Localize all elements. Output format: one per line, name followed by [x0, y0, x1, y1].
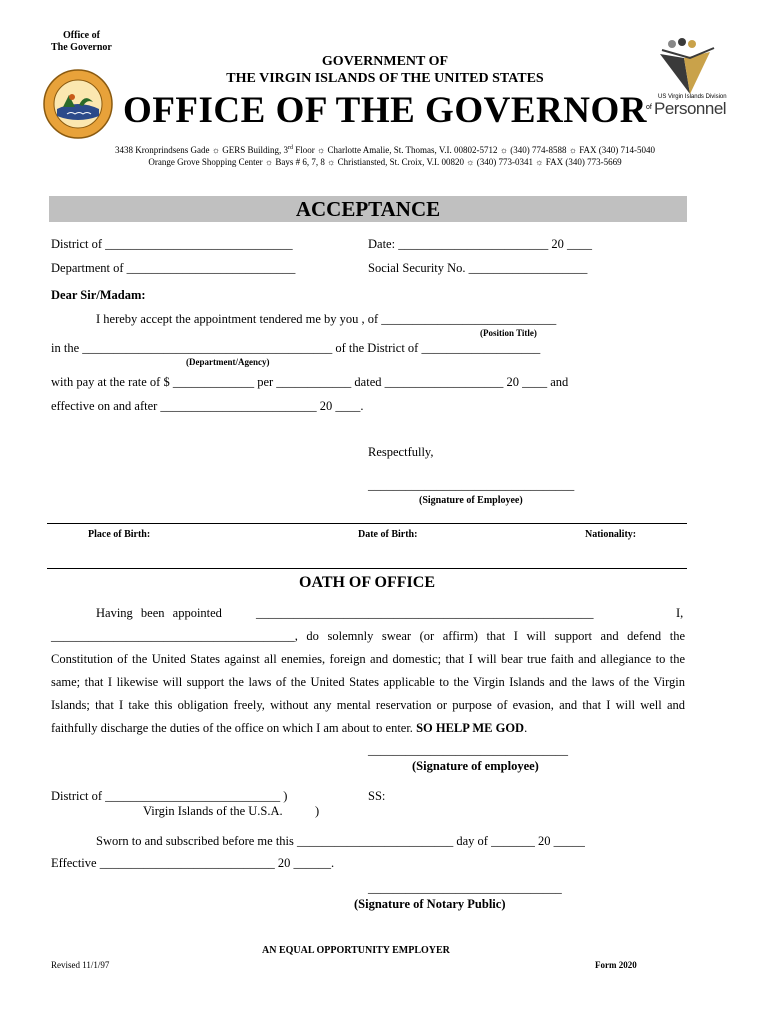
- salutation: Dear Sir/Madam:: [51, 288, 146, 302]
- dop-logo-of: of: [646, 104, 652, 111]
- i-comma: I,: [676, 606, 684, 620]
- notary-signature-label: (Signature of Notary Public): [354, 897, 506, 911]
- address-st-thomas: [0, 145, 770, 155]
- place-of-birth-label: Place of Birth:: [88, 529, 151, 540]
- position-title-label: (Position Title): [480, 328, 537, 338]
- date-of-birth-label: Date of Birth:: [358, 529, 418, 540]
- virgin-islands-usa: Virgin Islands of the U.S.A.: [143, 804, 283, 818]
- employee-signature-line[interactable]: _________________________________: [368, 478, 575, 492]
- notary-signature-line[interactable]: _______________________________: [368, 881, 562, 895]
- respectfully: Respectfully,: [368, 445, 434, 459]
- oath-line-4: same; that I likewise will support the laws of the United States applicable to the Virgin Islands and the laws of the Virgin: [51, 675, 685, 689]
- form-number: Form 2020: [595, 960, 637, 970]
- divider-bottom: [47, 568, 687, 569]
- government-of: GOVERNMENT OF: [321, 54, 449, 69]
- department-agency-field[interactable]: in the ________________________________________ of the District of ___________________: [51, 341, 541, 355]
- the-governor-label: The Governor: [51, 42, 112, 53]
- appointment-blank[interactable]: ______________________________________________________: [256, 606, 594, 620]
- office-of-label: Office of: [63, 30, 100, 41]
- ssn-field[interactable]: Social Security No. ___________________: [368, 261, 588, 275]
- oath-line-5: Islands; that I take this obligation freely, without any mental reservation or purpose of evasion, and that I will well and: [51, 698, 685, 712]
- oath-line-6-text: faithfully discharge the duties of the office on which I am about to enter.: [51, 721, 413, 735]
- closing-paren: ): [315, 804, 320, 818]
- oath-paragraph: [51, 625, 685, 740]
- effective-date-field[interactable]: effective on and after _________________________ 20 ____.: [51, 399, 364, 413]
- equal-opportunity: AN EQUAL OPPORTUNITY EMPLOYER: [262, 945, 450, 956]
- having-been-appointed: Having been appointed: [96, 606, 222, 620]
- sworn-field[interactable]: Sworn to and subscribed before me this _________________________ day of _______ 20 _____: [96, 834, 585, 848]
- department-field[interactable]: Department of ___________________________: [51, 261, 296, 275]
- position-title-field[interactable]: I hereby accept the appointment tendered me by you , of ____________________________: [96, 312, 557, 326]
- dop-logo-small-text: US Virgin Islands Division: [658, 94, 727, 100]
- district-field[interactable]: District of ______________________________: [51, 237, 293, 251]
- date-field[interactable]: Date: ________________________ 20 ____: [368, 237, 592, 251]
- oath-signature-label: (Signature of employee): [412, 759, 539, 773]
- oath-heading: OATH OF OFFICE: [299, 574, 435, 591]
- employee-signature-label: (Signature of Employee): [419, 495, 523, 506]
- ss-label: SS:: [368, 789, 386, 803]
- oath-signature-line[interactable]: ________________________________: [368, 743, 568, 757]
- acceptance-heading: ACCEPTANCE: [295, 197, 441, 221]
- so-help-me-god: SO HELP ME GOD: [416, 721, 525, 735]
- oath-district-field[interactable]: District of ____________________________ ): [51, 789, 288, 803]
- address-st-croix: Orange Grove Shopping Center ☼ Bays # 6, 7, 8 ☼ Christiansted, St. Croix, V.I. 00820 ☼ (340) 773-0341 ☼ FAX (340) 773-5669: [148, 157, 622, 167]
- oath-line-2: _______________________________________, do solemnly swear (or affirm) that I will support and defend the: [51, 629, 685, 643]
- page-title: OFFICE OF THE GOVERNOR: [123, 90, 647, 131]
- divider-top: [47, 523, 687, 524]
- pay-rate-field[interactable]: with pay at the rate of $ _____________ per ____________ dated ___________________ 20 ____ and: [51, 375, 569, 389]
- virgin-islands-line: THE VIRGIN ISLANDS OF THE UNITED STATES: [226, 71, 544, 86]
- oath-line-6: [51, 717, 685, 740]
- department-agency-label: (Department/Agency): [186, 357, 270, 367]
- address-st-thomas-a: 3438 Kronprindsens Gade ☼ GERS Building, 3: [114, 145, 288, 155]
- oath-period: .: [524, 721, 528, 735]
- dop-logo-word: Personnel: [654, 99, 727, 118]
- address-st-thomas-b: Floor ☼ Charlotte Amalie, St. Thomas, V.I. 00802-5712 ☼ (340) 774-8588 ☼ FAX (340) 714-5040: [292, 145, 656, 155]
- revised-date: Revised 11/1/97: [51, 960, 110, 970]
- nationality-label: Nationality:: [585, 529, 637, 540]
- address-sup: rd: [287, 145, 293, 151]
- oath-effective-field[interactable]: Effective ____________________________ 20 ______.: [51, 856, 335, 870]
- oath-line-3: Constitution of the United States against all enemies, foreign and domestic; that I will bear true faith and allegiance to the: [51, 652, 685, 666]
